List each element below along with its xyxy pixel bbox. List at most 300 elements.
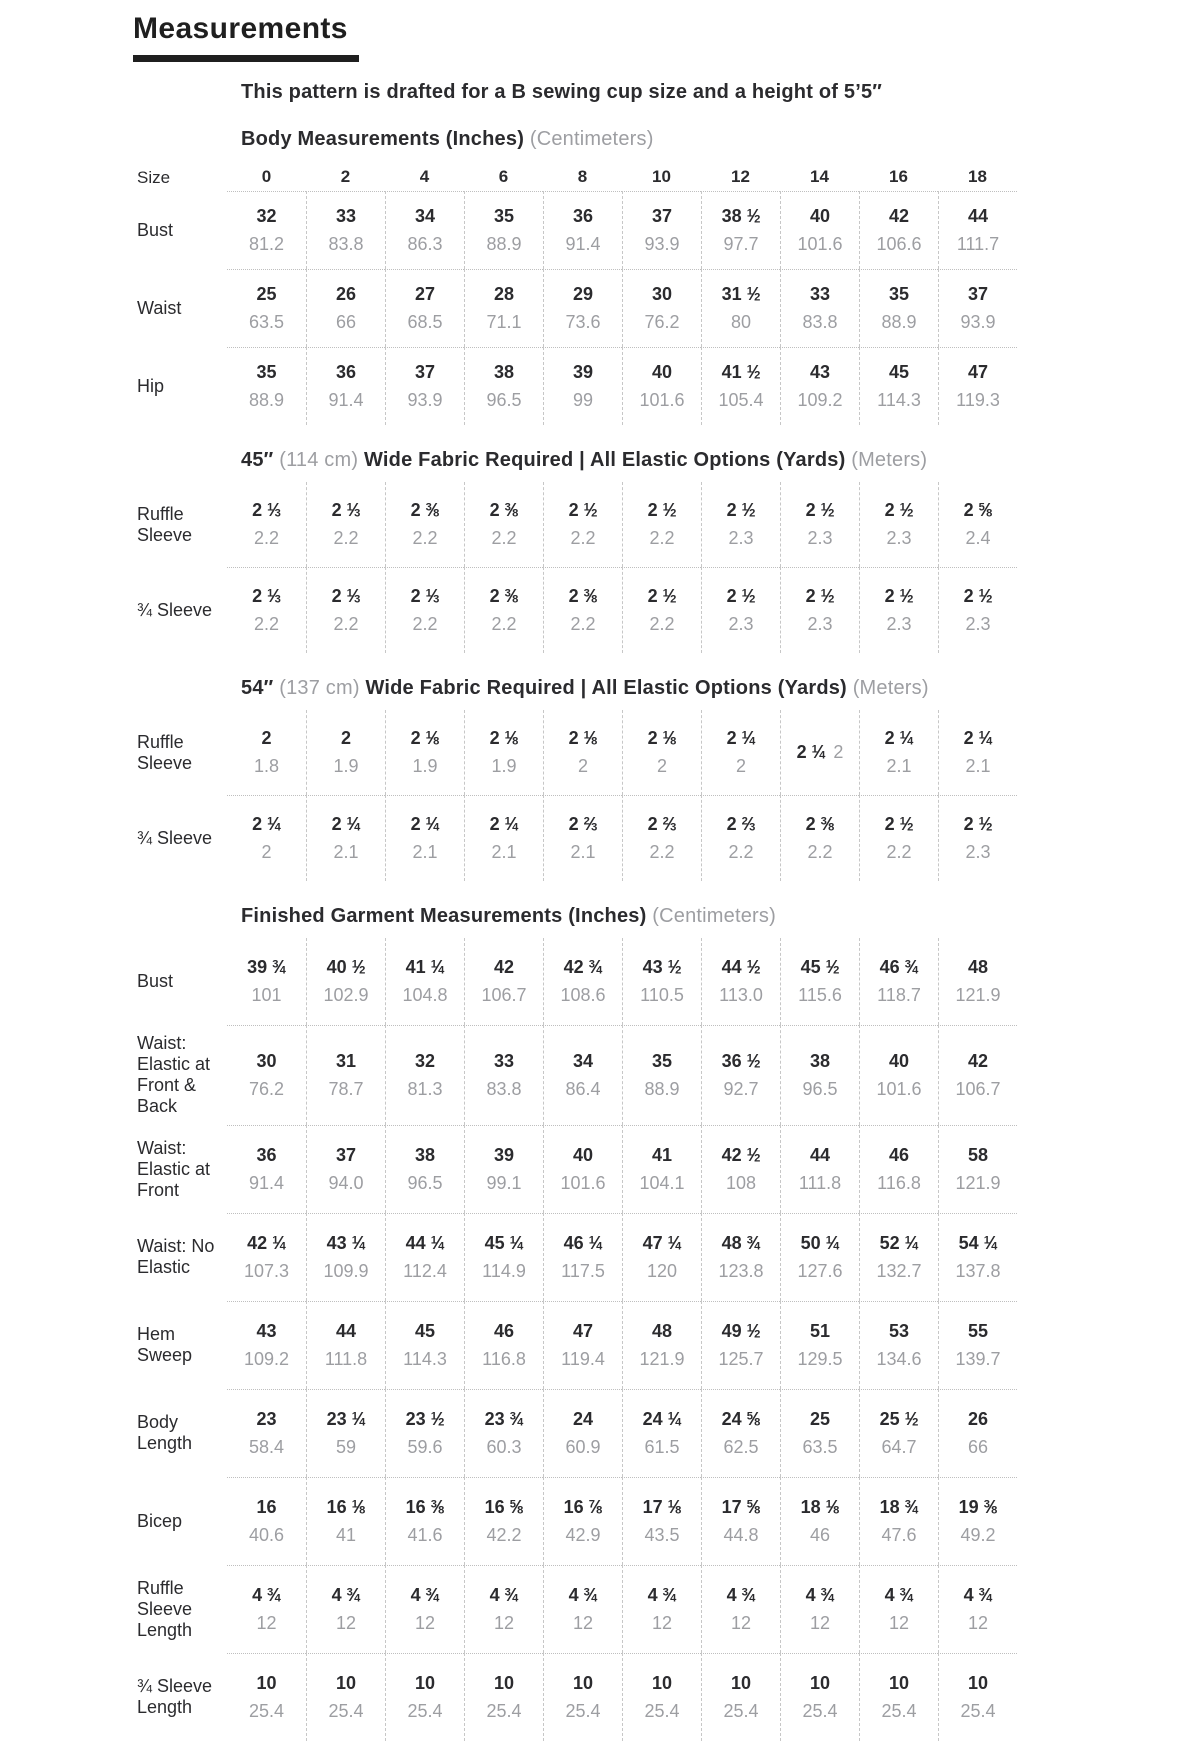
value-metric: 78.7 [328,1079,364,1099]
measurement-row [133,710,1017,795]
value-primary: 2 $^1⁄_2$ [568,500,598,520]
value-metric: 64.7 [881,1437,917,1457]
measurement-cell [385,1213,464,1301]
value-primary: 2 $^1⁄_2$ [647,586,677,606]
measurement-cell [859,1125,938,1213]
fraction: $^1⁄_2$ [746,1051,761,1071]
measurement-cell [938,1477,1017,1565]
measurement-cell [701,482,780,567]
value-primary: 25 $^1⁄_2$ [879,1409,919,1429]
value-primary: 40 $^1⁄_2$ [326,957,366,977]
value-metric: 121.9 [955,1173,1001,1193]
value-metric: 40.6 [248,1525,285,1545]
value-metric: 1.9 [333,756,359,776]
value-primary: 2 $^3⁄_8$ [805,814,835,834]
measurement-cell [543,191,622,269]
value-metric: 2 [656,756,667,776]
fraction: $^1⁄_2$ [820,586,835,606]
fraction: $^2⁄_3$ [662,814,677,834]
measurement-cell [622,1125,701,1213]
fraction: $^3⁄_8$ [425,500,440,520]
value-primary: 23 $^1⁄_2$ [405,1409,445,1429]
value-primary: 4 $^3⁄_4$ [647,1585,677,1605]
value-primary: 44 [809,1145,831,1165]
measurement-cell [385,567,464,653]
measurement-cell [622,710,701,795]
fraction: $^1⁄_2$ [899,814,914,834]
value-primary: 30 [651,284,673,304]
measurement-cell [780,938,859,1025]
value-primary: 53 [888,1321,910,1341]
value-primary: 29 [572,284,594,304]
value-primary: 4 $^3⁄_4$ [884,1585,914,1605]
measurement-cell [938,347,1017,425]
value-primary: 10 [809,1673,831,1693]
value-primary: 38 [493,362,515,382]
fraction: $^3⁄_4$ [272,957,286,977]
value-primary: 42 [493,957,515,977]
size-value: 16 [889,167,908,186]
value-metric: 25.4 [328,1701,364,1721]
fraction: $^1⁄_2$ [741,586,756,606]
measurement-cell [780,1477,859,1565]
value-primary: 44 [335,1321,357,1341]
value-primary: 51 [809,1321,831,1341]
value-metric: 47.6 [881,1525,917,1545]
value-primary: 39 [493,1145,515,1165]
value-metric: 2.1 [965,756,991,776]
measurement-cell [227,269,306,347]
measurement-cell [306,1301,385,1389]
value-primary: 2 $^1⁄_2$ [963,814,993,834]
row-label: Waist [137,297,182,318]
section-heading-part: Body Measurements (Inches) [241,128,525,150]
measurement-cell [622,1301,701,1389]
value-metric: 116.8 [877,1173,921,1193]
measurement-cell [780,1301,859,1389]
value-metric: 101.6 [639,390,685,410]
measurement-cell [701,269,780,347]
value-metric: 63.5 [248,312,285,332]
fabric-54-table [133,710,1017,881]
fraction: $^1⁄_2$ [904,1409,919,1429]
measurement-cell [306,1565,385,1653]
value-primary: 2 $^1⁄_4$ [796,742,826,762]
value-primary: 4 $^3⁄_4$ [805,1585,835,1605]
value-primary: 10 [651,1673,673,1693]
value-primary: 38 [809,1051,831,1071]
value-primary: 2 $^1⁄_8$ [568,728,598,748]
section-heading-part: (Meters) [851,449,928,471]
value-primary: 58 [967,1145,989,1165]
row-label: Ruffle Sleeve [137,503,193,545]
measurement-cell [938,269,1017,347]
fraction: $^5⁄_8$ [978,500,993,520]
measurement-cell [464,710,543,795]
fraction: $^1⁄_3$ [267,586,281,606]
fraction: $^3⁄_4$ [662,1585,677,1605]
fabric-54-section [133,676,1200,881]
measurement-cell [701,1213,780,1301]
value-metric: 109.2 [243,1349,290,1369]
measurement-cell [464,1025,543,1125]
value-metric: 104.8 [402,985,448,1005]
fraction: $^1⁄_3$ [267,500,281,520]
value-primary: 28 [493,284,515,304]
fraction: $^3⁄_4$ [904,957,919,977]
value-metric: 2.2 [333,614,359,634]
measurement-cell [464,1389,543,1477]
value-metric: 1.8 [253,756,280,776]
measurement-cell [385,1025,464,1125]
size-value: 10 [652,167,671,186]
value-metric: 109.2 [797,390,843,410]
fraction: $^1⁄_2$ [746,362,761,382]
section-heading-part: 54″ [241,677,274,699]
value-primary: 2 $^5⁄_8$ [963,500,993,520]
fraction: $^1⁄_4$ [509,1233,524,1253]
measurement-row [133,1125,1017,1213]
value-metric: 12 [730,1613,752,1633]
fraction: $^1⁄_2$ [662,500,677,520]
value-metric: 71.1 [486,312,522,332]
value-primary: 2 $^3⁄_8$ [489,586,519,606]
value-metric: 2.1 [412,842,438,862]
value-primary: 2 $^1⁄_2$ [805,586,835,606]
value-primary: 2 $^1⁄_2$ [884,500,914,520]
fraction: $^1⁄_8$ [351,1497,366,1517]
measurement-cell [859,1653,938,1741]
measurement-cell [622,482,701,567]
value-primary: 41 $^1⁄_4$ [405,957,445,977]
value-primary: 37 [335,1145,357,1165]
row-label: Hem Sweep [137,1324,193,1365]
value-metric: 25.4 [802,1701,838,1721]
value-primary: 17 $^5⁄_8$ [721,1497,761,1517]
value-primary: 25 [809,1409,831,1429]
value-metric: 12 [809,1613,831,1633]
value-primary: 45 [414,1321,436,1341]
measurement-cell [464,1125,543,1213]
value-primary: 35 [493,206,515,226]
value-metric: 97.7 [723,234,759,254]
value-primary: 10 [888,1673,910,1693]
measurement-cell [859,347,938,425]
measurement-cell [543,938,622,1025]
value-metric: 43.5 [644,1525,680,1545]
value-primary: 2 $^1⁄_4$ [410,814,440,834]
measurement-cell [622,1477,701,1565]
measurement-cell [464,1653,543,1741]
value-primary: 2 [340,728,351,748]
value-primary: 33 [809,284,831,304]
value-primary: 23 $^1⁄_4$ [326,1409,366,1429]
value-primary: 2 $^2⁄_3$ [726,814,756,834]
value-primary: 31 $^1⁄_2$ [721,284,761,304]
value-primary: 37 [967,284,989,304]
measurement-cell [859,567,938,653]
value-primary: 2 $^1⁄_2$ [726,500,756,520]
fraction: $^3⁄_4$ [820,1585,835,1605]
row-label: Bust [137,219,174,240]
value-primary: 19 $^3⁄_8$ [958,1497,998,1517]
value-metric: 118.7 [877,985,921,1005]
fraction: $^1⁄_4$ [430,957,445,977]
fraction: $^1⁄_2$ [583,500,598,520]
value-metric: 114.3 [877,390,921,410]
fraction: $^1⁄_2$ [899,586,914,606]
value-metric: 119.3 [956,390,1000,410]
value-metric: 134.6 [876,1349,922,1369]
value-metric: 123.8 [718,1261,764,1281]
measurement-cell [385,191,464,269]
measurement-cell [306,1125,385,1213]
measurement-cell [543,567,622,653]
measurement-cell [306,482,385,567]
measurement-cell [622,567,701,653]
fraction: $^1⁄_2$ [746,1321,761,1341]
measurement-cell [543,1477,622,1565]
section-heading-part: (137 cm) [279,677,360,699]
value-metric: 101.6 [797,234,843,254]
value-metric: 86.3 [407,234,443,254]
value-metric: 2.3 [965,842,991,862]
value-primary: 38 $^1⁄_2$ [721,206,761,226]
measurement-cell [938,191,1017,269]
measurement-cell [859,710,938,795]
value-primary: 2 $^2⁄_3$ [568,814,598,834]
value-primary: 42 $^1⁄_4$ [247,1233,286,1253]
measurement-cell [306,1025,385,1125]
value-metric: 108 [725,1173,757,1193]
measurement-cell [859,269,938,347]
measurement-cell [938,1389,1017,1477]
fraction: $^1⁄_4$ [425,814,440,834]
value-metric: 25.4 [644,1701,680,1721]
fraction: $^1⁄_3$ [346,586,361,606]
value-metric: 2.4 [965,528,991,548]
value-primary: 32 [256,206,277,226]
value-primary: 43 $^1⁄_4$ [326,1233,366,1253]
value-metric: 42.9 [565,1525,601,1545]
measurement-cell [385,269,464,347]
measurement-cell [859,1565,938,1653]
measurement-cell [227,938,306,1025]
value-primary: 47 [572,1321,594,1341]
measurement-cell [780,1125,859,1213]
size-cell [543,163,622,191]
value-primary: 40 [651,362,673,382]
fraction: $^1⁄_8$ [662,728,677,748]
measurement-cell [385,1301,464,1389]
measurement-cell [938,795,1017,881]
measurement-cell [306,710,385,795]
value-primary: 24 $^1⁄_4$ [642,1409,682,1429]
size-cell [938,163,1017,191]
measurement-cell [464,347,543,425]
value-metric: 99.1 [486,1173,522,1193]
fraction: $^3⁄_4$ [746,1233,761,1253]
value-metric: 120 [646,1261,678,1281]
value-primary: 23 [256,1409,277,1429]
value-primary: 45 $^1⁄_4$ [484,1233,524,1253]
measurement-row [133,1653,1017,1741]
value-primary: 36 [256,1145,277,1165]
measurement-cell [780,347,859,425]
measurement-cell [938,1125,1017,1213]
measurement-cell [701,1389,780,1477]
measurement-cell [306,191,385,269]
row-label: Waist: Elastic at Front & Back [137,1033,211,1116]
value-metric: 2.2 [649,842,675,862]
value-primary: 40 [572,1145,594,1165]
value-metric: 91.4 [565,234,601,254]
fraction: $^3⁄_4$ [509,1409,524,1429]
fraction: $^3⁄_4$ [741,1585,756,1605]
value-primary: 10 [414,1673,436,1693]
value-metric: 2.2 [253,528,280,548]
value-metric: 61.5 [644,1437,680,1457]
value-metric: 2.2 [491,614,517,634]
measurement-cell [780,567,859,653]
value-metric: 12 [967,1613,989,1633]
fraction: $^1⁄_4$ [351,1233,366,1253]
value-metric: 121.9 [955,985,1001,1005]
value-metric: 60.3 [486,1437,522,1457]
value-metric: 2.2 [570,528,596,548]
value-metric: 25.4 [960,1701,996,1721]
value-primary: 24 $^5⁄_8$ [721,1409,761,1429]
value-metric: 46 [809,1525,831,1545]
fraction: $^3⁄_8$ [983,1497,998,1517]
measurement-cell [938,1653,1017,1741]
measurement-cell [780,269,859,347]
measurement-cell [464,795,543,881]
value-metric: 2.1 [886,756,912,776]
section-heading-part: (Meters) [852,677,929,699]
measurement-cell [543,1125,622,1213]
value-primary: 2 $^3⁄_8$ [489,500,519,520]
value-metric: 114.9 [482,1261,526,1281]
measurement-cell [464,1477,543,1565]
fraction: $^2⁄_3$ [583,814,598,834]
measurement-cell [859,795,938,881]
measurement-cell [227,347,306,425]
value-metric: 2.2 [728,842,754,862]
measurement-cell [701,1025,780,1125]
size-cell [306,163,385,191]
fraction: $^1⁄_2$ [746,1145,761,1165]
value-primary: 48 $^3⁄_4$ [721,1233,761,1253]
value-primary: 35 [651,1051,673,1071]
value-primary: 31 [335,1051,357,1071]
value-primary: 42 [888,206,910,226]
measurement-cell [701,347,780,425]
value-metric: 58.4 [248,1437,285,1457]
value-primary: 10 [256,1673,277,1693]
value-metric: 76.2 [644,312,680,332]
value-primary: 46 $^3⁄_4$ [879,957,919,977]
value-primary: 2 $^3⁄_8$ [568,586,598,606]
measurement-cell [543,1213,622,1301]
value-metric: 93.9 [644,234,680,254]
value-primary: 2 $^1⁄_8$ [410,728,440,748]
fraction: $^3⁄_4$ [899,1585,914,1605]
measurement-cell [306,1653,385,1741]
measurement-cell [464,1213,543,1301]
value-metric: 106.6 [876,234,922,254]
fraction: $^3⁄_8$ [820,814,835,834]
section-heading-part: (Centimeters) [652,905,776,927]
measurement-cell [385,938,464,1025]
fraction: $^1⁄_4$ [899,728,914,748]
measurement-cell [227,795,306,881]
value-primary: 2 $^1⁄_2$ [884,586,914,606]
value-primary: 46 [888,1145,910,1165]
value-metric: 2.2 [491,528,517,548]
fraction: $^1⁄_3$ [346,500,361,520]
value-primary: 2 $^1⁄_2$ [805,500,835,520]
fraction: $^1⁄_4$ [588,1233,603,1253]
value-metric: 2.3 [807,614,833,634]
value-primary: 43 [256,1321,277,1341]
measurement-cell [227,1389,306,1477]
measurement-cell [385,1565,464,1653]
body-measurements-section [133,127,1200,425]
value-metric: 12 [651,1613,673,1633]
value-primary: 36 [572,206,594,226]
value-metric: 121.9 [639,1349,685,1369]
measurement-cell [622,1565,701,1653]
value-primary: 46 [493,1321,515,1341]
measurement-cell [780,1653,859,1741]
section-heading-part: Wide Fabric Required | All Elastic Options (Yards) [365,677,847,699]
measurement-cell [385,482,464,567]
value-primary: 45 [888,362,910,382]
value-primary: 49 $^1⁄_2$ [721,1321,761,1341]
value-primary: 2 $^1⁄_8$ [489,728,519,748]
value-primary: 35 [256,362,277,382]
measurement-cell [464,269,543,347]
value-primary: 30 [256,1051,277,1071]
measurement-cell [306,269,385,347]
fraction: $^1⁄_8$ [504,728,519,748]
fraction: $^1⁄_4$ [825,1233,840,1253]
measurement-cell [701,1477,780,1565]
row-label: Waist: No Elastic [137,1236,215,1277]
measurement-cell [543,1565,622,1653]
fabric-45-table [133,482,1017,653]
value-metric: 66 [967,1437,989,1457]
measurement-cell [701,1653,780,1741]
fraction: $^1⁄_2$ [820,500,835,520]
value-metric: 2 [833,742,844,762]
value-primary: 42 [967,1051,989,1071]
fraction: $^1⁄_4$ [667,1409,682,1429]
row-label: Bust [137,971,174,991]
value-metric: 106.7 [955,1079,1001,1099]
value-metric: 106.7 [481,985,527,1005]
value-primary: 37 [414,362,436,382]
measurement-cell [701,1565,780,1653]
measurement-row [133,938,1017,1025]
fraction: $^1⁄_4$ [267,814,281,834]
value-metric: 62.5 [723,1437,759,1457]
section-heading-part: (114 cm) [279,449,359,471]
fraction: $^1⁄_4$ [811,742,826,762]
value-metric: 111.8 [798,1173,842,1193]
value-metric: 12 [572,1613,594,1633]
